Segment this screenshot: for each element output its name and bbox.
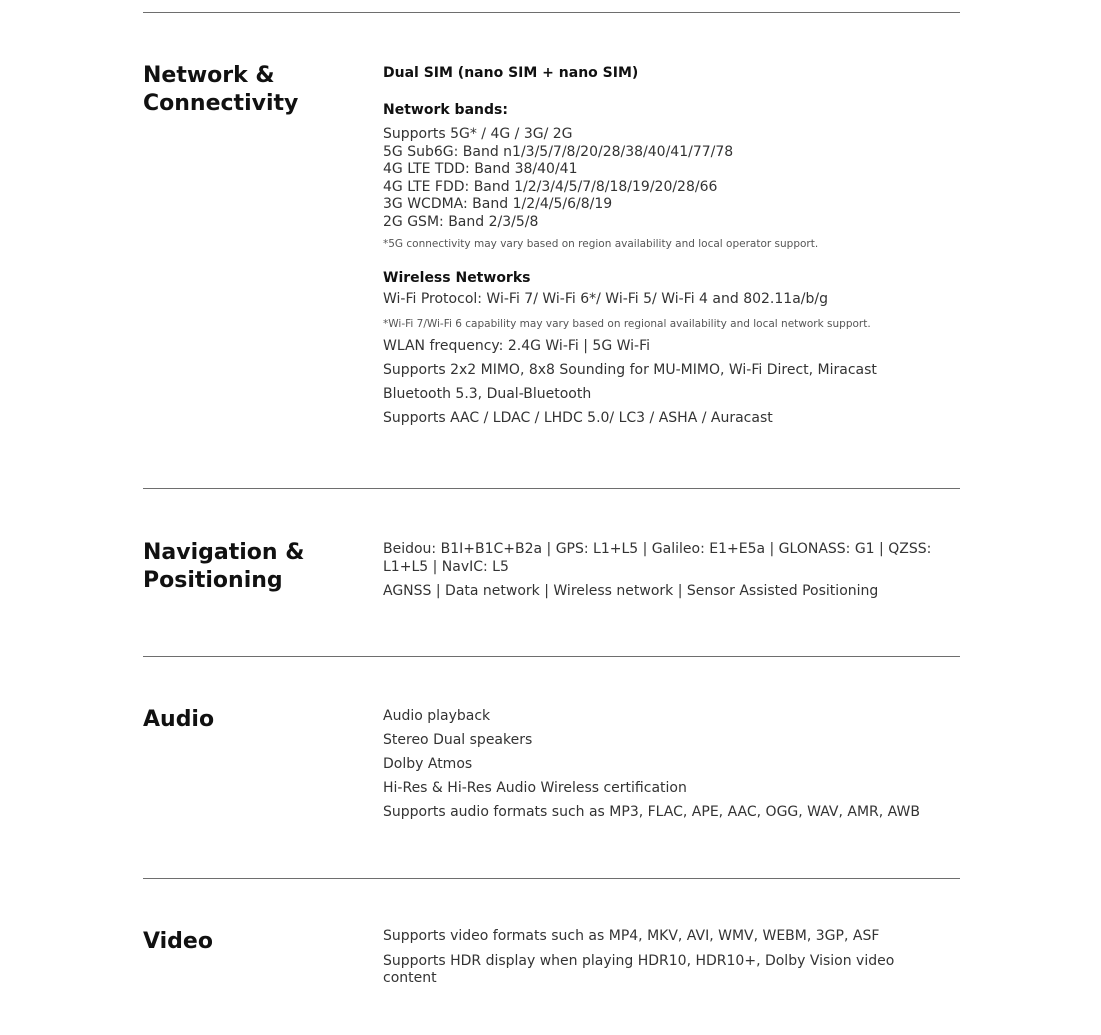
section-title-line: Navigation & bbox=[143, 540, 305, 565]
audio-item: Audio playback bbox=[383, 708, 491, 724]
mimo-support: Supports 2x2 MIMO, 8x8 Sounding for MU-MIMO, Wi-Fi Direct, Miracast bbox=[383, 361, 877, 378]
divider-network bbox=[143, 488, 960, 489]
sim-heading: Dual SIM (nano SIM + nano SIM) bbox=[383, 65, 639, 81]
wireless-heading: Wireless Networks bbox=[383, 270, 531, 286]
section-title-audio: Audio bbox=[143, 707, 215, 732]
video-hdr: Supports HDR display when playing HDR10, HDR10+, Dolby Vision video bbox=[383, 952, 895, 969]
section-title-line: Positioning bbox=[143, 568, 283, 593]
divider-audio bbox=[143, 878, 960, 879]
section-title-video: Video bbox=[143, 929, 213, 954]
gnss-systems: Beidou: B1I+B1C+B2a | GPS: L1+L5 | Galileo: E1+E5a | GLONASS: G1 | QZSS: bbox=[383, 541, 932, 557]
section-title-network bbox=[143, 62, 363, 118]
audio-codecs: Supports AAC / LDAC / LHDC 5.0/ LC3 / ASHA / Auracast bbox=[383, 409, 773, 426]
section-title-navigation bbox=[143, 539, 363, 595]
bands-footnote: *5G connectivity may vary based on region availability and local operator support. bbox=[383, 238, 819, 250]
bluetooth-version: Bluetooth 5.3, Dual-Bluetooth bbox=[383, 385, 592, 402]
section-content-network bbox=[383, 62, 943, 430]
section-content-video bbox=[383, 928, 943, 988]
audio-item: Hi-Res & Hi-Res Audio Wireless certification bbox=[383, 780, 687, 796]
band-item: 4G LTE TDD: Band 38/40/41 bbox=[383, 161, 578, 177]
band-item: Supports 5G* / 4G / 3G/ 2G bbox=[383, 126, 573, 142]
video-formats: Supports video formats such as MP4, MKV, AVI, WMV, WEBM, 3GP, ASF bbox=[383, 928, 880, 944]
band-item: 4G LTE FDD: Band 1/2/3/4/5/7/8/18/19/20/28/66 bbox=[383, 178, 718, 195]
video-hdr-cont: content bbox=[383, 970, 437, 986]
divider-navigation bbox=[143, 656, 960, 657]
audio-item: Supports audio formats such as MP3, FLAC, APE, AAC, OGG, WAV, AMR, AWB bbox=[383, 804, 920, 820]
audio-item: Dolby Atmos bbox=[383, 756, 473, 772]
section-content-audio bbox=[383, 704, 943, 824]
wlan-frequency: WLAN frequency: 2.4G Wi-Fi | 5G Wi-Fi bbox=[383, 337, 651, 354]
band-item: 5G Sub6G: Band n1/3/5/7/8/20/28/38/40/41/77/78 bbox=[383, 143, 734, 160]
audio-item: Stereo Dual speakers bbox=[383, 732, 533, 748]
wifi-footnote: *Wi-Fi 7/Wi-Fi 6 capability may vary based on regional availability and local network support. bbox=[383, 317, 871, 330]
positioning-assist: AGNSS | Data network | Wireless network | Sensor Assisted Positioning bbox=[383, 583, 879, 599]
divider-top bbox=[143, 12, 960, 13]
section-title-line: Connectivity bbox=[143, 91, 299, 116]
gnss-systems-cont: L1+L5 | NavIC: L5 bbox=[383, 558, 509, 575]
wireless-list bbox=[383, 334, 943, 430]
section-content-navigation bbox=[383, 541, 943, 601]
section-title-line: Network & bbox=[143, 63, 275, 88]
band-item: 3G WCDMA: Band 1/2/4/5/6/8/19 bbox=[383, 196, 613, 212]
wifi-protocol: Wi-Fi Protocol: Wi-Fi 7/ Wi-Fi 6*/ Wi-Fi 5/ Wi-Fi 4 and 802.11a/b/g bbox=[383, 291, 828, 307]
bands-list bbox=[383, 126, 943, 231]
band-item: 2G GSM: Band 2/3/5/8 bbox=[383, 213, 539, 230]
bands-heading: Network bands: bbox=[383, 102, 508, 118]
